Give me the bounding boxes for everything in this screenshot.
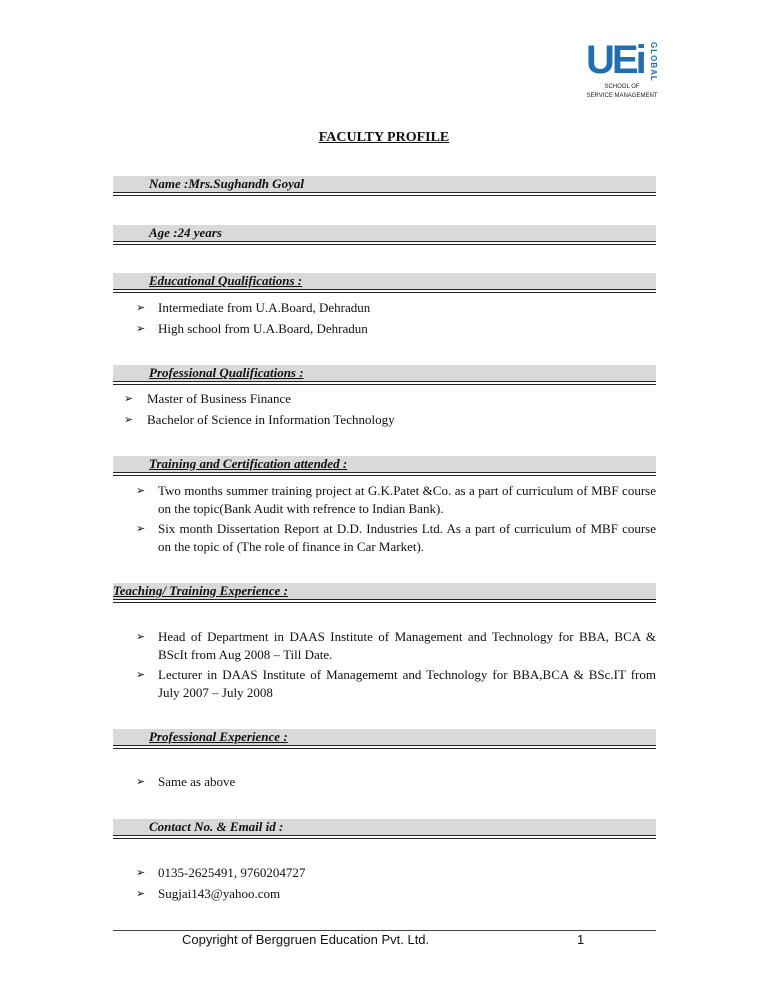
section-bar-education [113,273,656,290]
logo-global-text: GLOBAL [649,42,658,82]
list-item [136,482,656,520]
list-item [136,520,656,558]
arrow-bullet-icon: ➢ [136,322,146,335]
arrow-bullet-icon: ➢ [136,630,146,643]
section-bar-age [113,225,656,242]
teaching-heading: Teaching/ Training Experience : [113,583,288,598]
arrow-bullet-icon: ➢ [136,775,146,788]
training-item-2: Six month Dissertation Report at D.D. Industries Ltd. As a part of curriculum of MBF course on the topic of (The role of finance in Car Market). [158,521,656,554]
contact-email[interactable]: Sugjai143@yahoo.com [158,886,281,901]
prof-qual-item-2: Bachelor of Science in Information Technology [147,412,395,427]
age-label: Age :24 years [149,225,222,240]
section-bar-professional-qualifications [113,365,656,382]
contact-heading: Contact No. & Email id : [149,819,284,834]
teaching-item-1: Head of Department in DAAS Institute of Management and Technology for BBA, BCA & BScIt from Aug 2008 – Till Date. [158,629,656,662]
education-item-1: Intermediate from U.A.Board, Dehradun [158,300,371,315]
prof-exp-heading: Professional Experience : [149,729,288,744]
teaching-item-2: Lecturer in DAAS Institute of Managememt and Technology for BBA,BCA & BSc.IT from July 2007 – July 2008 [158,667,656,700]
logo-subtitle-2: SERVICE MANAGEMENT [586,93,658,99]
education-heading: Educational Qualifications : [149,273,303,288]
logo-subtitle-1: SCHOOL OF [586,84,658,90]
arrow-bullet-icon: ➢ [136,301,146,314]
prof-exp-item-1: Same as above [158,774,236,789]
section-bar-contact [113,819,656,836]
arrow-bullet-icon: ➢ [136,866,146,879]
ueI-global-logo [586,40,658,104]
arrow-bullet-icon: ➢ [136,522,146,535]
arrow-bullet-icon: ➢ [136,668,146,681]
arrow-bullet-icon: ➢ [136,887,146,900]
list-item [136,666,656,704]
contact-phone: 0135-2625491, 9760204727 [158,865,306,880]
logo-letters: UEi [586,38,644,82]
footer-divider [113,930,656,931]
arrow-bullet-icon: ➢ [124,413,134,426]
list-item [136,628,656,666]
section-bar-professional-experience [113,729,656,746]
section-bar-name [113,176,656,193]
arrow-bullet-icon: ➢ [124,392,134,405]
page-title: FACULTY PROFILE [318,130,450,145]
section-bar-teaching [113,583,656,600]
arrow-bullet-icon: ➢ [136,484,146,497]
page-number: 1 [577,932,585,947]
education-item-2: High school from U.A.Board, Dehradun [158,321,368,336]
footer-copyright: Copyright of Berggruen Education Pvt. Ltd. [182,932,430,947]
training-heading: Training and Certification attended : [149,456,348,471]
prof-qual-item-1: Master of Business Finance [147,391,292,406]
training-item-1: Two months summer training project at G.K.Patet &Co. as a part of curriculum of MBF course on the topic(Bank Audit with refrence to Indian Bank). [158,483,656,516]
prof-qual-heading: Professional Qualifications : [149,365,304,380]
section-bar-training [113,456,656,473]
name-label: Name :Mrs.Sughandh Goyal [149,176,304,191]
